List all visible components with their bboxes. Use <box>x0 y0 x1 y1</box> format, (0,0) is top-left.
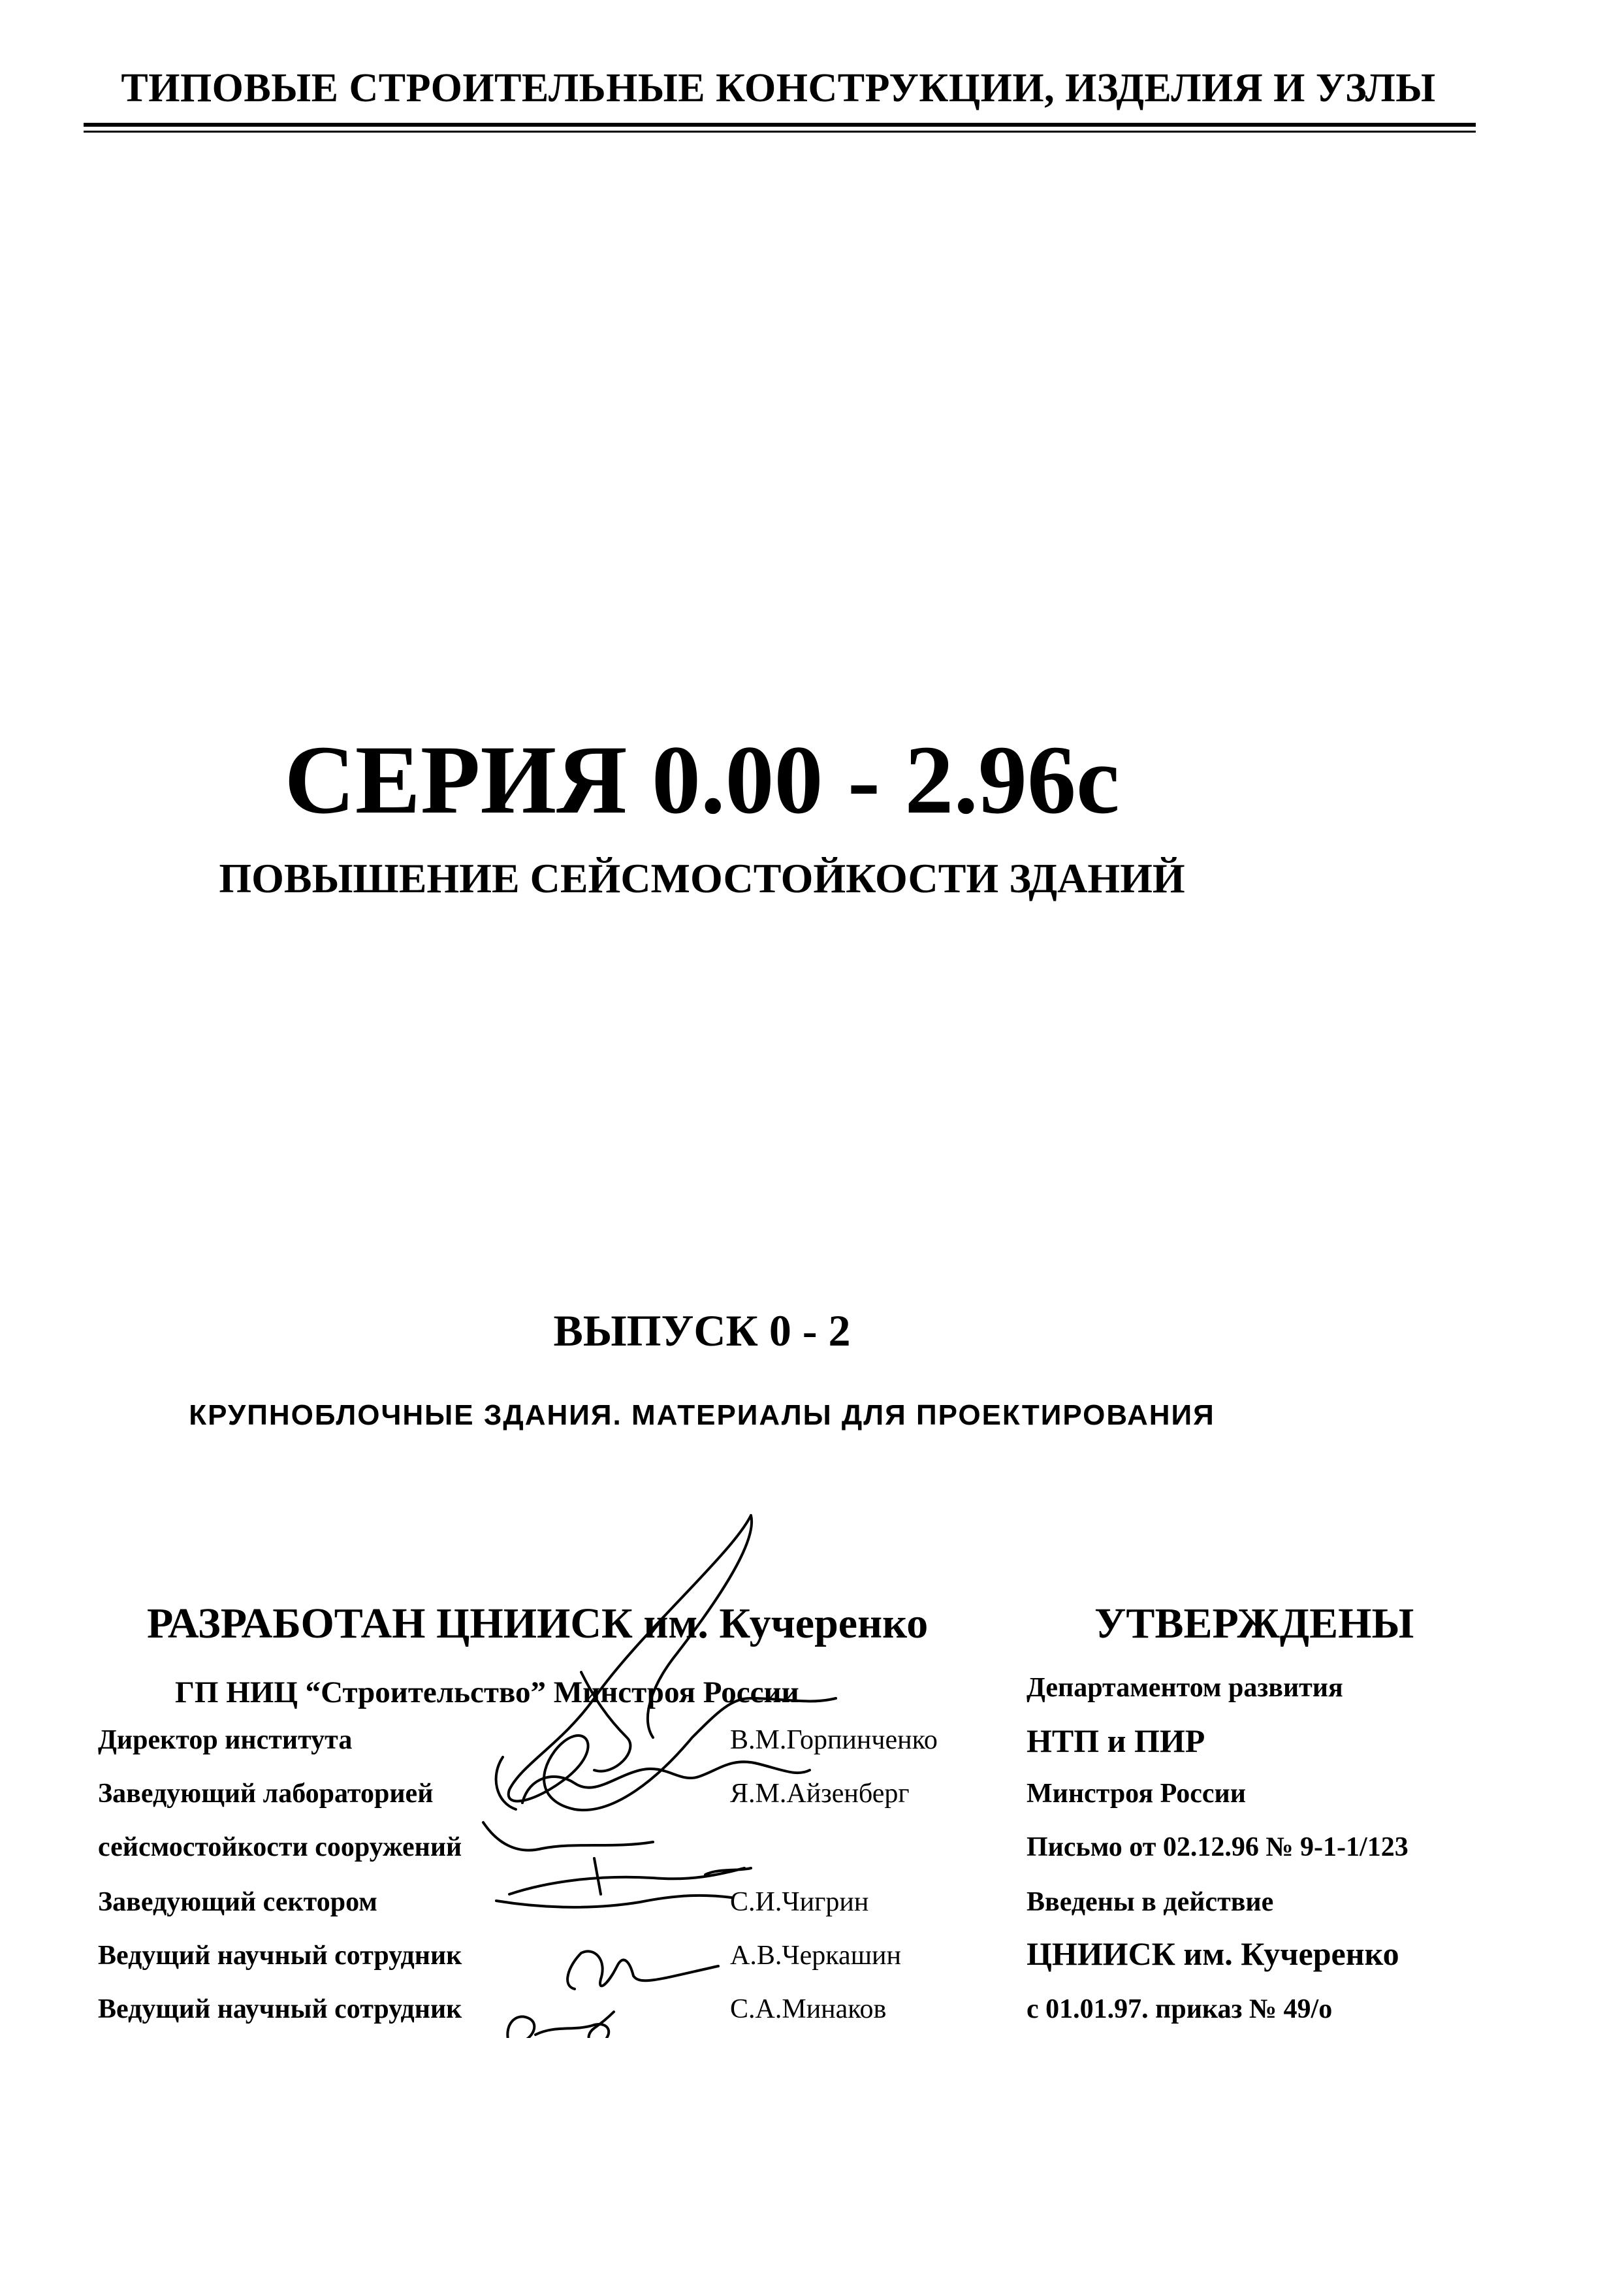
approved-heading: УТВЕРЖДЕНЫ <box>1094 1600 1414 1647</box>
staff-role: Ведущий научный сотрудник <box>98 1994 462 2024</box>
approved-line: с 01.01.97. приказ № 49/о <box>1027 1994 1333 2024</box>
approved-line: Введены в действие <box>1027 1887 1274 1917</box>
signature-sector-head <box>496 1858 751 1907</box>
staff-name: С.А.Минаков <box>730 1994 887 2024</box>
staff-role: сейсмостойкости сооружений <box>98 1832 462 1862</box>
developed-organization: ГП НИЦ “Строительство” Минстроя России <box>175 1675 799 1709</box>
approved-line: Департаментом развития <box>1027 1673 1343 1703</box>
developed-heading: РАЗРАБОТАН ЦНИИСК им. Кучеренко <box>147 1600 929 1647</box>
issue-subtitle: КРУПНОБЛОЧНЫЕ ЗДАНИЯ. МАТЕРИАЛЫ ДЛЯ ПРОЕКТИРОВАНИЯ <box>189 1399 1215 1431</box>
approved-line: НТП и ПИР <box>1027 1722 1205 1759</box>
staff-name: Я.М.Айзенберг <box>730 1779 910 1809</box>
approved-line: ЦНИИСК им. Кучеренко <box>1027 1935 1399 1972</box>
staff-name: С.И.Чигрин <box>730 1887 869 1917</box>
handwritten-signatures <box>444 1502 940 2038</box>
header-rule-thick <box>84 123 1476 127</box>
series-title: СЕРИЯ 0.00 - 2.96с <box>284 726 1120 834</box>
series-collection-title: ТИПОВЫЕ СТРОИТЕЛЬНЫЕ КОНСТРУКЦИИ, ИЗДЕЛИЯ И УЗЛЫ <box>121 66 1436 110</box>
series-subtitle: ПОВЫШЕНИЕ СЕЙСМОСТОЙКОСТИ ЗДАНИЙ <box>219 855 1185 901</box>
staff-role: Директор института <box>98 1725 353 1755</box>
signature-researcher-2 <box>507 2012 614 2038</box>
staff-name: А.В.Черкашин <box>730 1941 901 1971</box>
issue-title: ВЫПУСК 0 - 2 <box>553 1306 851 1355</box>
approved-line: Письмо от 02.12.96 № 9-1-1/123 <box>1027 1832 1409 1862</box>
staff-role: Ведущий научный сотрудник <box>98 1941 462 1971</box>
staff-role: Заведующий сектором <box>98 1887 377 1917</box>
staff-name: В.М.Горпинченко <box>730 1725 938 1755</box>
signature-researcher-1 <box>567 1951 718 1989</box>
approved-line: Минстроя России <box>1027 1779 1246 1809</box>
header-rule-thin <box>84 131 1476 133</box>
signature-director <box>509 1515 836 1810</box>
staff-role: Заведующий лабораторией <box>98 1779 434 1809</box>
